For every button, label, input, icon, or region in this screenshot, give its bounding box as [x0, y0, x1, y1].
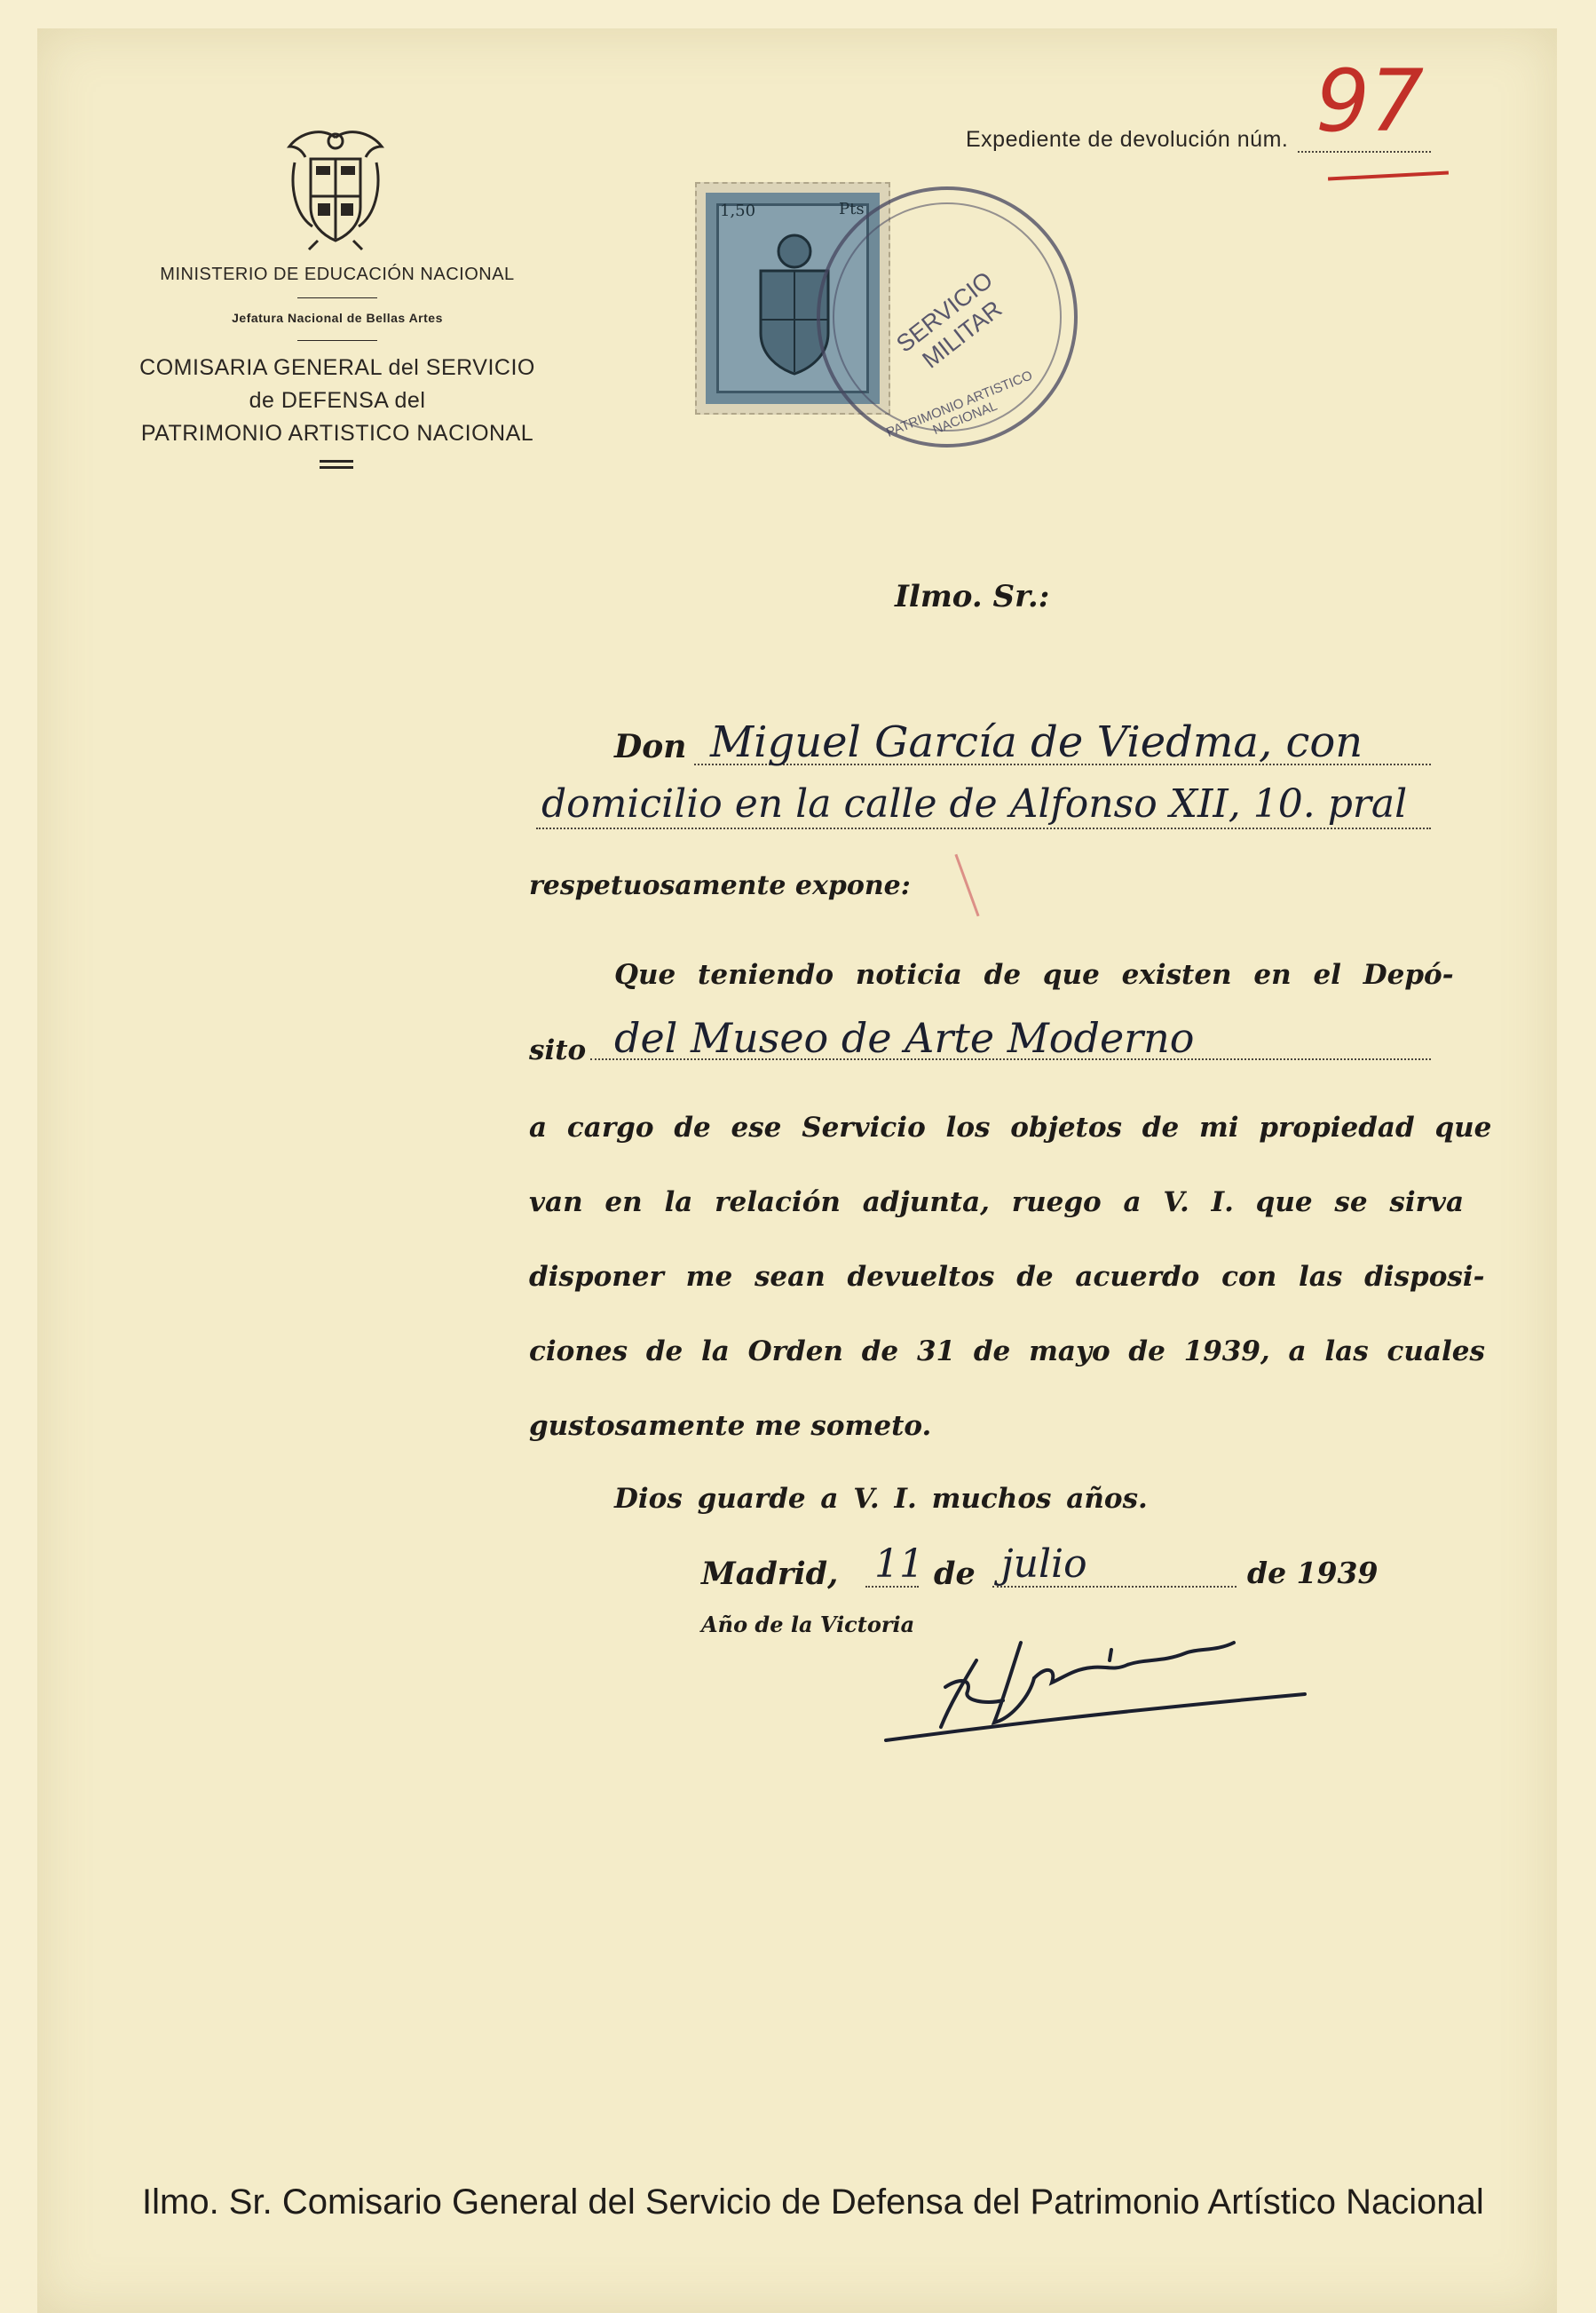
- expediente-number: 97: [1316, 51, 1425, 151]
- salutation: Ilmo. Sr.:: [895, 579, 1050, 614]
- closing-line: Dios guarde a V. I. muchos años.: [614, 1483, 1148, 1515]
- don-label: Don: [614, 728, 687, 765]
- jefatura-name: Jefatura Nacional de Bellas Artes: [232, 311, 443, 325]
- deposito-name: del Museo de Arte Moderno: [614, 1014, 1195, 1062]
- paragraph-2-line-4: ciones de la Orden de 31 de mayo de 1939, a las cuales: [529, 1335, 1485, 1367]
- paragraph-2-line-3: disponer me sean devueltos de acuerdo con las disposi-: [529, 1261, 1485, 1293]
- ministry-name: MINISTERIO DE EDUCACIÓN NACIONAL: [160, 265, 515, 284]
- paragraph-1-line-1: Que teniendo noticia de que existen en el Depó-: [614, 959, 1454, 991]
- comisaria-line-2: de DEFENSA del: [249, 388, 426, 413]
- date-month: julio: [1001, 1541, 1087, 1587]
- date-day: 11: [874, 1541, 924, 1587]
- ano-victoria: Año de la Victoria: [701, 1612, 915, 1637]
- seal-ring-text: PATRIMONIO ARTISTICO NACIONAL: [884, 368, 1035, 440]
- expediente-dotted-line: [1298, 151, 1431, 153]
- paragraph-2-line-5: gustosamente me someto.: [529, 1410, 932, 1442]
- coat-of-arms-icon: [282, 127, 389, 251]
- footer-addressee: Ilmo. Sr. Comisario General del Servicio de Defensa del Patrimonio Artístico Nacional: [142, 2182, 1484, 2222]
- servicio-militar-seal: [817, 186, 1078, 448]
- seal-center-text: SERVICIO MILITAR: [891, 266, 1007, 374]
- place-label: Madrid,: [701, 1556, 839, 1592]
- header-divider: [297, 340, 377, 341]
- expone-line: respetuosamente expone:: [529, 870, 911, 901]
- header-divider: [297, 297, 377, 298]
- sito-label: sito: [529, 1034, 587, 1066]
- signature-icon: [879, 1616, 1314, 1749]
- comisaria-line-3: PATRIMONIO ARTISTICO NACIONAL: [140, 421, 534, 446]
- applicant-domicile: domicilio en la calle de Alfonso XII, 10. pral: [541, 781, 1408, 827]
- stamp-unit: Pts: [839, 200, 865, 218]
- comisaria-line-1: COMISARIA GENERAL del SERVICIO: [139, 355, 535, 380]
- domicile-dotted-line: [536, 828, 1431, 829]
- stamp-value: 1,50: [720, 202, 756, 220]
- double-rule: [320, 460, 353, 469]
- applicant-name: Miguel García de Viedma, con: [710, 717, 1363, 767]
- expediente-label: Expediente de devolución núm.: [966, 127, 1289, 152]
- paragraph-2-line-1: a cargo de ese Servicio los objetos de mi propiedad que: [529, 1112, 1492, 1144]
- paragraph-2-line-2: van en la relación adjunta, ruego a V. I. que se sirva: [529, 1186, 1465, 1218]
- date-year: de 1939: [1247, 1556, 1379, 1590]
- date-de-label: de: [934, 1556, 976, 1592]
